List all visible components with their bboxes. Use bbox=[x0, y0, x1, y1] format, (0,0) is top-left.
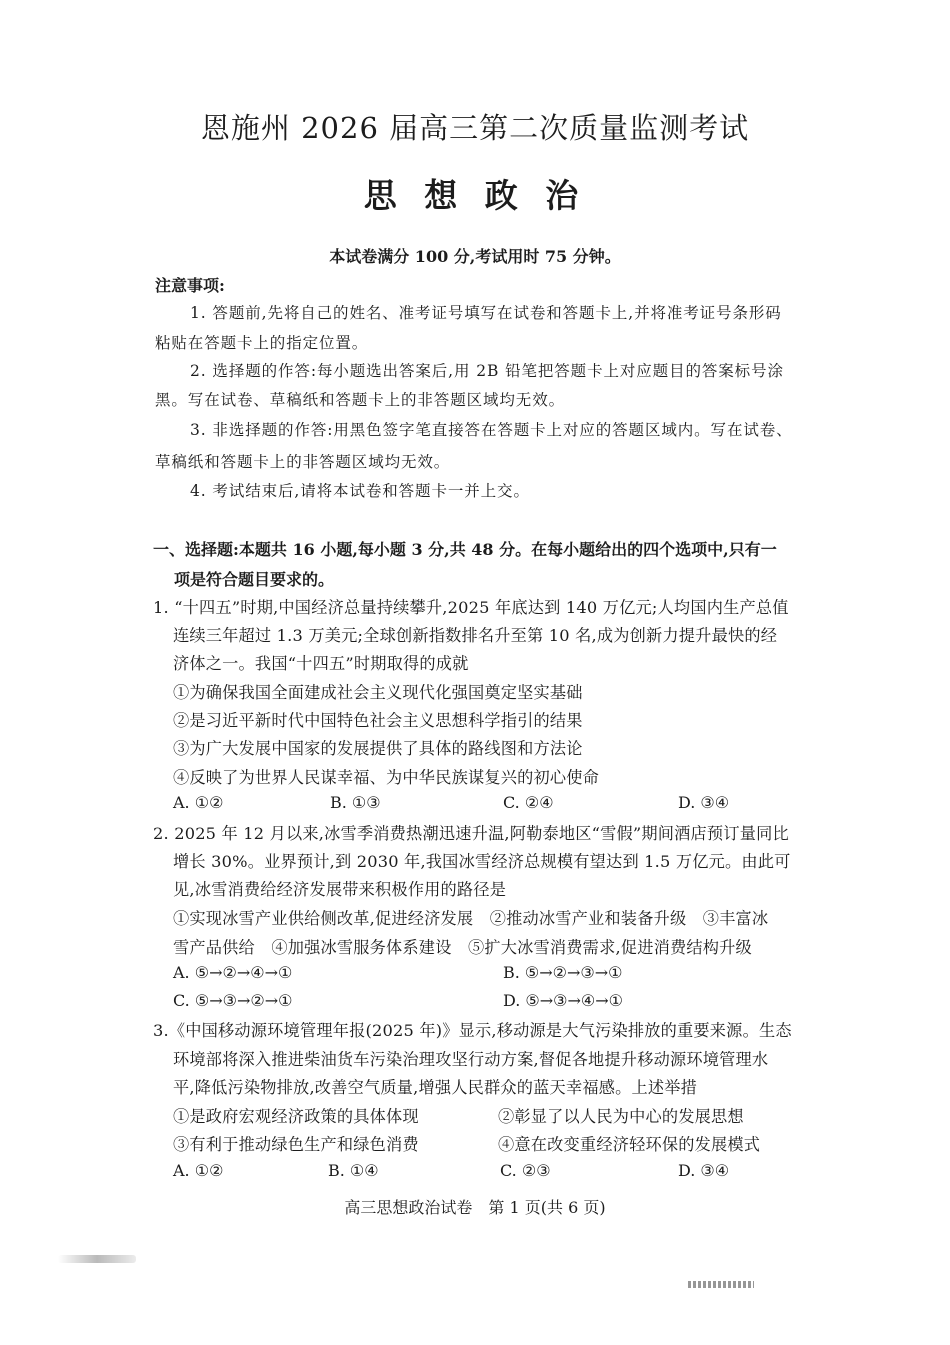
question-stem: 2. 2025 年 12 月以来,冰雪季消费热潮迅速升温,阿勒泰地区“雪假”期间酒店预订量同比 bbox=[153, 824, 789, 843]
question-stem: 平,降低污染物排放,改善空气质量,增强人民群众的蓝天幸福感。上述举措 bbox=[173, 1078, 698, 1097]
option-d: D. ⑤→③→④→① bbox=[503, 991, 624, 1010]
question-item: ②是习近平新时代中国特色社会主义思想科学指引的结果 bbox=[173, 711, 583, 730]
option-c: C. ②④ bbox=[503, 793, 554, 812]
question-item: ④反映了为世界人民谋幸福、为中华民族谋复兴的初心使命 bbox=[173, 768, 600, 787]
option-b: B. ①④ bbox=[328, 1161, 379, 1180]
notice-line: 4. 考试结束后,请将本试卷和答题卡一并上交。 bbox=[190, 482, 530, 500]
page-footer: 高三思想政治试卷 第 1 页(共 6 页) bbox=[344, 1198, 606, 1217]
corner-mark bbox=[688, 1281, 754, 1288]
notice-line: 1. 答题前,先将自己的姓名、准考证号填写在试卷和答题卡上,并将准考证号条形码 bbox=[190, 304, 782, 322]
question-item: ①是政府宏观经济政策的具体体现 bbox=[173, 1107, 419, 1126]
subject-title: 思 想 政 治 bbox=[363, 176, 587, 215]
section-heading: 一、选择题:本题共 16 小题,每小题 3 分,共 48 分。在每小题给出的四个选项中,只有一 bbox=[153, 540, 777, 559]
section-heading: 项是符合题目要求的。 bbox=[174, 570, 335, 589]
option-a: A. ①② bbox=[173, 793, 224, 812]
question-stem: 见,冰雪消费给经济发展带来积极作用的路径是 bbox=[173, 880, 507, 899]
question-item: ③有利于推动绿色生产和绿色消费 bbox=[173, 1135, 419, 1154]
question-stem: 济体之一。我国“十四五”时期取得的成就 bbox=[173, 654, 469, 673]
notice-line: 黑。写在试卷、草稿纸和答题卡上的非答题区域均无效。 bbox=[155, 391, 566, 409]
option-a: A. ①② bbox=[173, 1161, 224, 1180]
option-a: A. ⑤→②→④→① bbox=[173, 963, 293, 982]
question-stem: 1. “十四五”时期,中国经济总量持续攀升,2025 年底达到 140 万亿元;人均国内生产总值 bbox=[153, 598, 789, 617]
scan-smudge bbox=[58, 1255, 136, 1263]
question-stem: 连续三年超过 1.3 万美元;全球创新指数排名升至第 10 名,成为创新力提升最快的经 bbox=[173, 626, 778, 645]
notice-line: 2. 选择题的作答:每小题选出答案后,用 2B 铅笔把答题卡上对应题目的答案标号涂 bbox=[190, 362, 784, 380]
question-item: ②彰显了以人民为中心的发展思想 bbox=[498, 1107, 744, 1126]
option-c: C. ②③ bbox=[500, 1161, 551, 1180]
score-info: 本试卷满分 100 分,考试用时 75 分钟。 bbox=[329, 247, 621, 266]
question-stem: 环境部将深入推进柴油货车污染治理攻坚行动方案,督促各地提升移动源环境管理水 bbox=[173, 1050, 769, 1069]
question-item: 雪产品供给 ④加强冰雪服务体系建设 ⑤扩大冰雪消费需求,促进消费结构升级 bbox=[173, 938, 752, 957]
notice-heading: 注意事项: bbox=[155, 276, 225, 295]
option-d: D. ③④ bbox=[678, 1161, 730, 1180]
notice-line: 3. 非选择题的作答:用黑色签字笔直接答在答题卡上对应的答题区域内。写在试卷、 bbox=[190, 421, 793, 439]
question-item: ①为确保我国全面建成社会主义现代化强国奠定坚实基础 bbox=[173, 683, 583, 702]
option-d: D. ③④ bbox=[678, 793, 730, 812]
option-c: C. ⑤→③→②→① bbox=[173, 991, 293, 1010]
question-stem: 增长 30%。业界预计,到 2030 年,我国冰雪经济总规模有望达到 1.5 万亿元。由此可 bbox=[173, 852, 791, 871]
option-b: B. ⑤→②→③→① bbox=[503, 963, 623, 982]
option-b: B. ①③ bbox=[330, 793, 381, 812]
question-item: ④意在改变重经济轻环保的发展模式 bbox=[498, 1135, 761, 1154]
exam-title: 恩施州 2026 届高三第二次质量监测考试 bbox=[200, 111, 750, 145]
question-item: ③为广大发展中国家的发展提供了具体的路线图和方法论 bbox=[173, 739, 583, 758]
notice-line: 草稿纸和答题卡上的非答题区域均无效。 bbox=[155, 453, 451, 471]
notice-line: 粘贴在答题卡上的指定位置。 bbox=[155, 334, 369, 352]
question-stem: 3.《中国移动源环境管理年报(2025 年)》显示,移动源是大气污染排放的重要来源。生态 bbox=[153, 1021, 792, 1040]
question-item: ①实现冰雪产业供给侧改革,促进经济发展 ②推动冰雪产业和装备升级 ③丰富冰 bbox=[173, 909, 769, 928]
